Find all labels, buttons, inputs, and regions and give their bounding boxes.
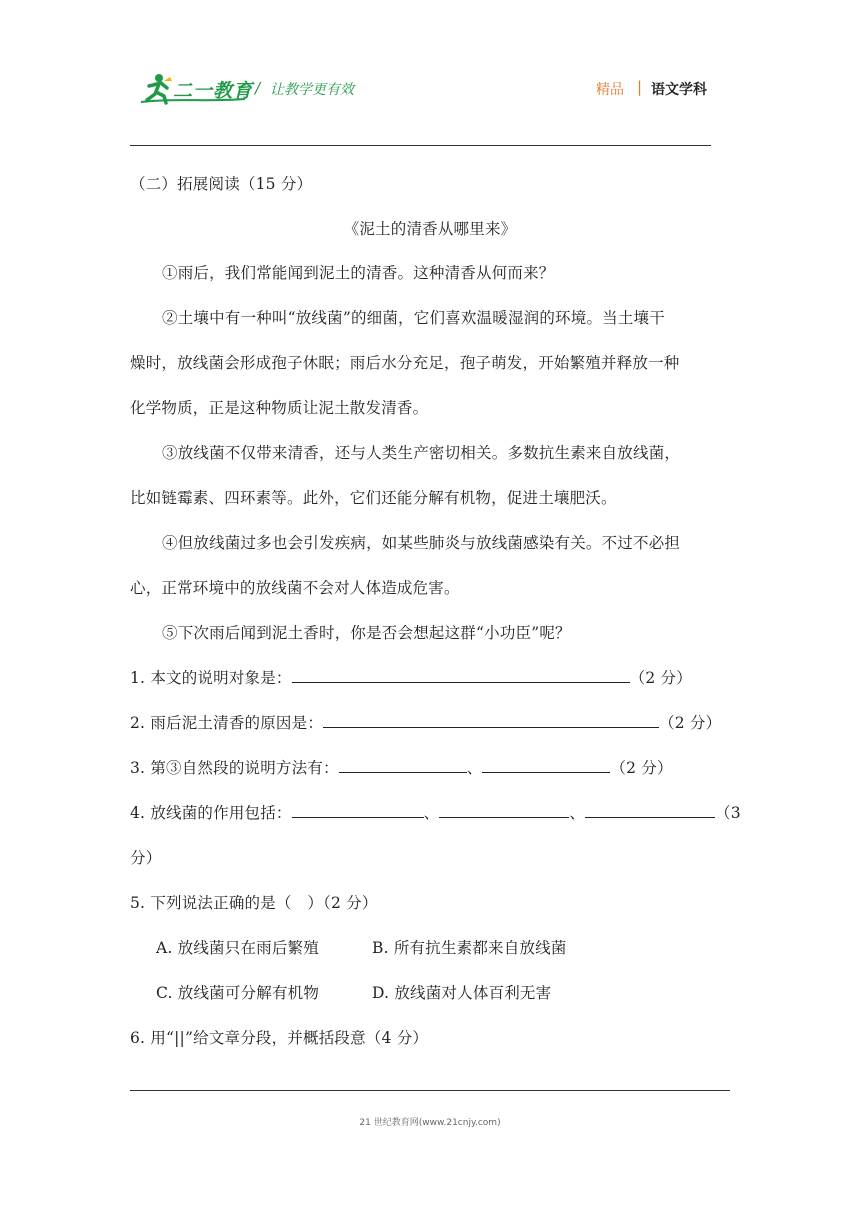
- passage-line: ①雨后，我们常能闻到泥土的清香。这种清香从何而来？: [162, 264, 555, 282]
- option-d[interactable]: D. 放线菌对人体百利无害: [372, 984, 552, 1002]
- separator: 、: [423, 804, 440, 822]
- passage-line: ④但放线菌过多也会引发疾病，如某些肺炎与放线菌感染有关。不过不必担: [162, 534, 681, 552]
- question-3-score: （2 分）: [610, 759, 673, 777]
- brand-slogan: 让教学更有效: [270, 82, 354, 98]
- passage-line: 燥时，放线菌会形成孢子休眠；雨后水分充足，孢子萌发，开始繁殖并释放一种: [130, 354, 680, 372]
- question-1-text: 1. 本文的说明对象是：: [130, 669, 292, 687]
- footer-text: 21 世纪教育网(www.21cnjy.com): [359, 1118, 501, 1128]
- answer-blank[interactable]: [292, 668, 630, 683]
- answer-blank[interactable]: [339, 758, 467, 773]
- page-header: [0, 0, 860, 150]
- question-3-text: 3. 第③自然段的说明方法有：: [130, 759, 339, 777]
- option-b[interactable]: B. 所有抗生素都来自放线菌: [372, 939, 567, 957]
- passage-line: ③放线菌不仅带来清香，还与人类生产密切相关。多数抗生素来自放线菌，: [162, 444, 681, 462]
- quality-tag: 精品: [596, 82, 624, 98]
- passage-line: 心，正常环境中的放线菌不会对人体造成危害。: [130, 579, 460, 597]
- passage-line: 比如链霉素、四环素等。此外，它们还能分解有机物，促进土壤肥沃。: [130, 489, 617, 507]
- header-slash: /: [255, 79, 261, 97]
- separator: 、: [466, 759, 483, 777]
- passage-line: 化学物质，正是这种物质让泥土散发清香。: [130, 399, 429, 417]
- option-a[interactable]: A. 放线菌只在雨后繁殖: [156, 939, 319, 957]
- header-divider: [130, 145, 711, 146]
- question-2-score: （2 分）: [659, 714, 722, 732]
- separator: 、: [569, 804, 586, 822]
- question-4: [130, 803, 741, 823]
- tag-divider: |: [637, 78, 643, 96]
- answer-blank[interactable]: [585, 803, 715, 818]
- answer-blank[interactable]: [482, 758, 610, 773]
- question-3: [130, 758, 673, 778]
- question-2-text: 2. 雨后泥土清香的原因是：: [130, 714, 324, 732]
- question-5: 5. 下列说法正确的是（ ）（2 分）: [130, 894, 378, 912]
- answer-blank[interactable]: [439, 803, 569, 818]
- question-1: [130, 668, 692, 688]
- section-heading: （二）拓展阅读（15 分）: [130, 175, 313, 193]
- subject-tag: 语文学科: [651, 82, 707, 98]
- option-c[interactable]: C. 放线菌可分解有机物: [156, 984, 320, 1002]
- question-4-text: 4. 放线菌的作用包括：: [130, 804, 292, 822]
- question-2: [130, 713, 721, 733]
- passage-line: ②土壤中有一种叫“放线菌”的细菌，它们喜欢温暖湿润的环境。当土壤干: [162, 309, 665, 327]
- question-4-score: （3: [715, 804, 741, 822]
- answer-blank[interactable]: [292, 803, 424, 818]
- passage-title: 《泥土的清香从哪里来》: [343, 220, 517, 238]
- answer-blank[interactable]: [323, 713, 659, 728]
- footer-divider: [130, 1090, 730, 1091]
- question-1-score: （2 分）: [629, 669, 692, 687]
- brand-name: 二一教育: [173, 80, 254, 102]
- passage-line: ⑤下次雨后闻到泥土香时，你是否会想起这群“小功臣”呢？: [162, 624, 571, 642]
- question-6: 6. 用“||”给文章分段，并概括段意（4 分）: [130, 1029, 429, 1047]
- question-4-score-cont: 分）: [130, 849, 162, 867]
